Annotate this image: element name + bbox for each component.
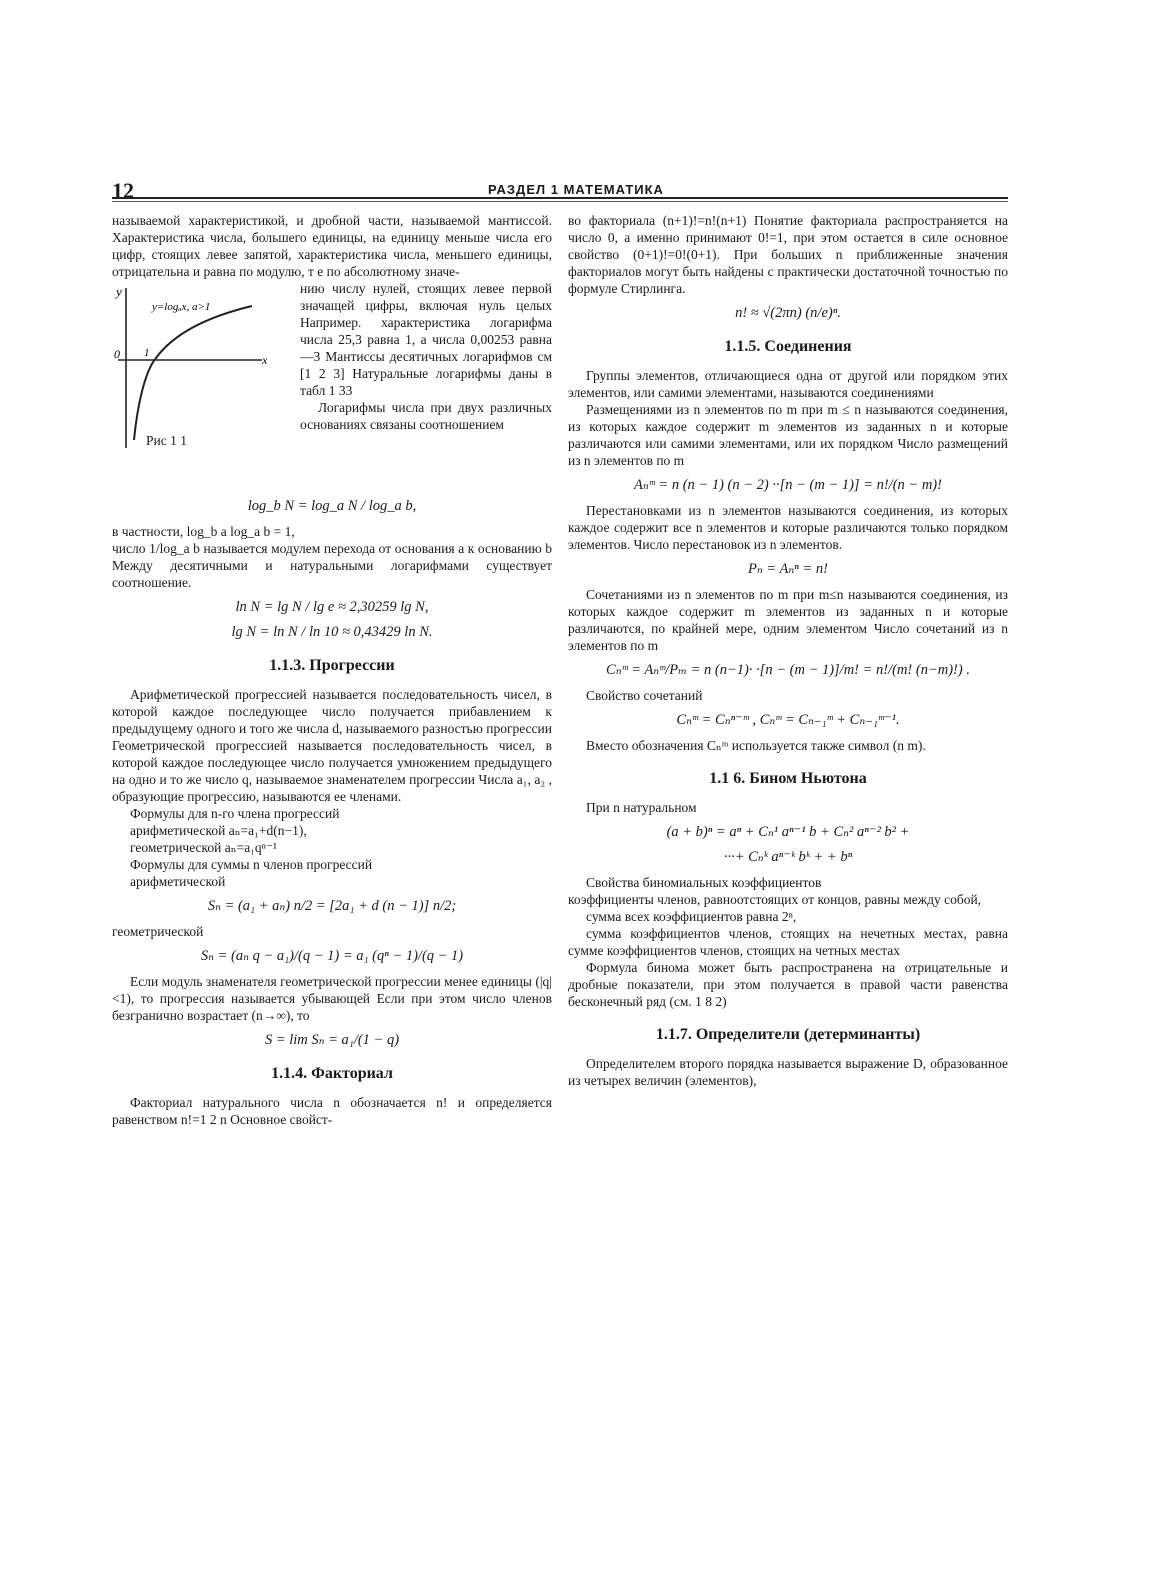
paragraph: Формулы для суммы n членов прогрессий — [130, 857, 373, 872]
paragraph: коэффициенты членов, равноотстоящих от концов, равны между собой, — [568, 892, 982, 907]
header-rule — [112, 197, 1008, 199]
section-heading-1-1-5: 1.1.5. Соединения — [724, 338, 852, 355]
x-axis-label: x — [262, 353, 268, 367]
paragraph: называемой характеристикой, и дробной части, называемой мантиссой. Характеристика числа, большего единицы, на единицу меньше числа его цифр, стоящих левее запятой, характеристика числа, меньшего единицы, отрицательна и равна по модулю, т е по абсолютному значе- — [112, 213, 552, 279]
paragraph: Сочетаниями из n элементов по m при m≤n называются соединения, из которых каждое содержит m элементов из заданных n и которые различаются, по крайней мере, одним элементом Число сочетаний из n элементов по m — [568, 587, 1008, 653]
formula-binomial-line-2: ···+ Cₙᵏ aⁿ⁻ᵏ bᵏ + + bⁿ — [723, 849, 853, 865]
paragraph: Размещениями из n элементов по m при m ≤ n называются соединения, из которых каждое содержит m элементов из заданных n и которые различаются или самими элементами, или их порядком Число размещений из n элементов по m — [568, 402, 1008, 468]
formula-lg: lg N = ln N / ln 10 ≈ 0,43429 ln N. — [231, 624, 433, 640]
right-column — [568, 212, 1008, 1089]
section-heading-1-1-3: 1.1.3. Прогрессии — [269, 657, 395, 674]
formula-geometric-sum: Sₙ = (aₙ q − a₁)/(q − 1) = a₁ (qⁿ − 1)/(q − 1) — [200, 948, 464, 964]
paragraph: Группы элементов, отличающиеся одна от другой или порядком этих элементов, или самими элементами, называются соединениями — [568, 368, 1008, 400]
paragraph: геометрической aₙ=a₁qⁿ⁻¹ — [130, 840, 278, 855]
paragraph: Свойство сочетаний — [586, 688, 703, 703]
formula-combinations: Cₙᵐ = Aₙᵐ/Pₘ = n (n−1)· ·[n − (m − 1)]/m! = n!/(m! (n−m)!) . — [606, 662, 970, 678]
y-axis-label: y — [116, 284, 122, 299]
running-header: РАЗДЕЛ 1 МАТЕМАТИКА — [488, 182, 664, 197]
figure-side-text — [300, 280, 552, 433]
paragraph: Факториал натурального числа n обозначается n! и определяется равенством n!=1 2 n Основное свойст- — [112, 1095, 552, 1127]
paragraph: Арифметической прогрессией называется последовательность чисел, в которой каждое последующее число получается прибавлением к предыдущему одного и того же числа d, называемого разностью прогрессии Геометрической прогрессией называется последовательность чисел, в которой каждое последующее число получается умножением предыдущего на одно и то же число q, называемое знаменателем прогрессии Числа a₁, a₂ , образующие прогрессию, называются ее членами. — [112, 687, 552, 804]
figure-caption: Рис 1 1 — [146, 433, 187, 448]
paragraph: в частности, log_b a log_a b = 1, — [112, 524, 295, 539]
paragraph: геометрической — [112, 924, 204, 939]
left-column — [112, 212, 552, 1128]
formula-limit: S = lim Sₙ = a₁/(1 − q) — [264, 1032, 400, 1048]
paragraph: Свойства биномиальных коэффициентов — [586, 875, 822, 890]
section-heading-1-1-7: 1.1.7. Определители (детерминанты) — [655, 1026, 921, 1043]
paragraph: Перестановками из n элементов называются соединения, из которых каждое содержит все n элементов и которые различаются только порядком элементов. Число перестановок из n элементов. — [568, 503, 1008, 552]
formula-binomial-line-1: (a + b)ⁿ = aⁿ + Cₙ¹ aⁿ⁻¹ b + Cₙ² aⁿ⁻² b² + — [666, 824, 910, 840]
page-number: 12 — [112, 178, 134, 203]
section-heading-1-1-6: 1.1 6. Бином Ньютона — [709, 770, 867, 787]
paragraph: Формулы для n-го члена прогрессий — [130, 806, 340, 821]
formula-change-of-base: log_b N = log_a N / log_a b, — [247, 498, 417, 514]
formula-combination-properties: Cₙᵐ = Cₙⁿ⁻ᵐ , Cₙᵐ = Cₙ₋₁ᵐ + Cₙ₋₁ᵐ⁻¹. — [676, 712, 900, 728]
header-rule-thin — [112, 201, 1008, 202]
formula-arrangements: Aₙᵐ = n (n − 1) (n − 2) ··[n − (m − 1)] = n!/(n − m)! — [634, 477, 942, 493]
paragraph: Вместо обозначения Cₙᵐ используется также символ (n m). — [586, 738, 926, 753]
paragraph: нию числу нулей, стоящих левее первой значащей цифры, включая нуль целых Например. характеристика логарифма числа 25,3 равна 1, а числа 0,00253 равна —3 Мантиссы десятичных логарифмов см [1 2 3] Натуральные логарифмы даны в табл 1 33 — [300, 281, 552, 398]
one-label: 1 — [144, 347, 150, 359]
figure-block — [112, 280, 552, 490]
curve-label: y=logₐx, a>1 — [152, 301, 211, 313]
formula-ln: ln N = lg N / lg e ≈ 2,30259 lg N, — [235, 599, 429, 615]
paragraph: во факториала (n+1)!=n!(n+1) Понятие факториала распространяется на число 0, а именно принимают 0!=1, при этом остается в силе основное свойство (0+1)!=0!(0+1). При больших n приближенные значения факториалов могут быть найдены с практически достаточной точностью по формуле Стирлинга. — [568, 213, 1008, 296]
paragraph: число 1/log_a b называется модулем перехода от основания a к основанию b Между десятичными и натуральными логарифмами существует соотношение. — [112, 541, 552, 590]
log-curve — [134, 306, 252, 440]
formula-permutations: Pₙ = Aₙⁿ = n! — [748, 561, 828, 577]
log-graph-figure — [112, 280, 292, 450]
paragraph: Определителем второго порядка называется выражение D, образованное из четырех величин (элементов), — [568, 1056, 1008, 1088]
paragraph: сумма всех коэффициентов равна 2ⁿ, — [586, 909, 797, 924]
origin-label: 0 — [114, 347, 120, 361]
formula-stirling: n! ≈ √(2πn) (n/e)ⁿ. — [735, 305, 841, 321]
paragraph: арифметической aₙ=a₁+d(n−1), — [130, 823, 307, 838]
paragraph: сумма коэффициентов членов, стоящих на нечетных местах, равна сумме коэффициентов членов, стоящих на четных местах — [568, 926, 1008, 958]
paragraph: Формула бинома может быть распространена на отрицательные и дробные показатели, при этом получается в правой части равенства бесконечный ряд (см. 1 8 2) — [568, 960, 1008, 1009]
paragraph: Если модуль знаменателя геометрической прогрессии менее единицы (|q|<1), то прогрессия называется убывающей Если при этом число членов безгранично возрастает (n→∞), то — [112, 974, 552, 1023]
paragraph: Логарифмы числа при двух различных основаниях связаны соотношением — [300, 400, 552, 432]
paragraph: При n натуральном — [586, 800, 697, 815]
formula-arithmetic-sum: Sₙ = (a₁ + aₙ) n/2 = [2a₁ + d (n − 1)] n/2; — [207, 898, 457, 914]
paragraph: арифметической — [130, 874, 226, 889]
section-heading-1-1-4: 1.1.4. Факториал — [271, 1065, 393, 1082]
